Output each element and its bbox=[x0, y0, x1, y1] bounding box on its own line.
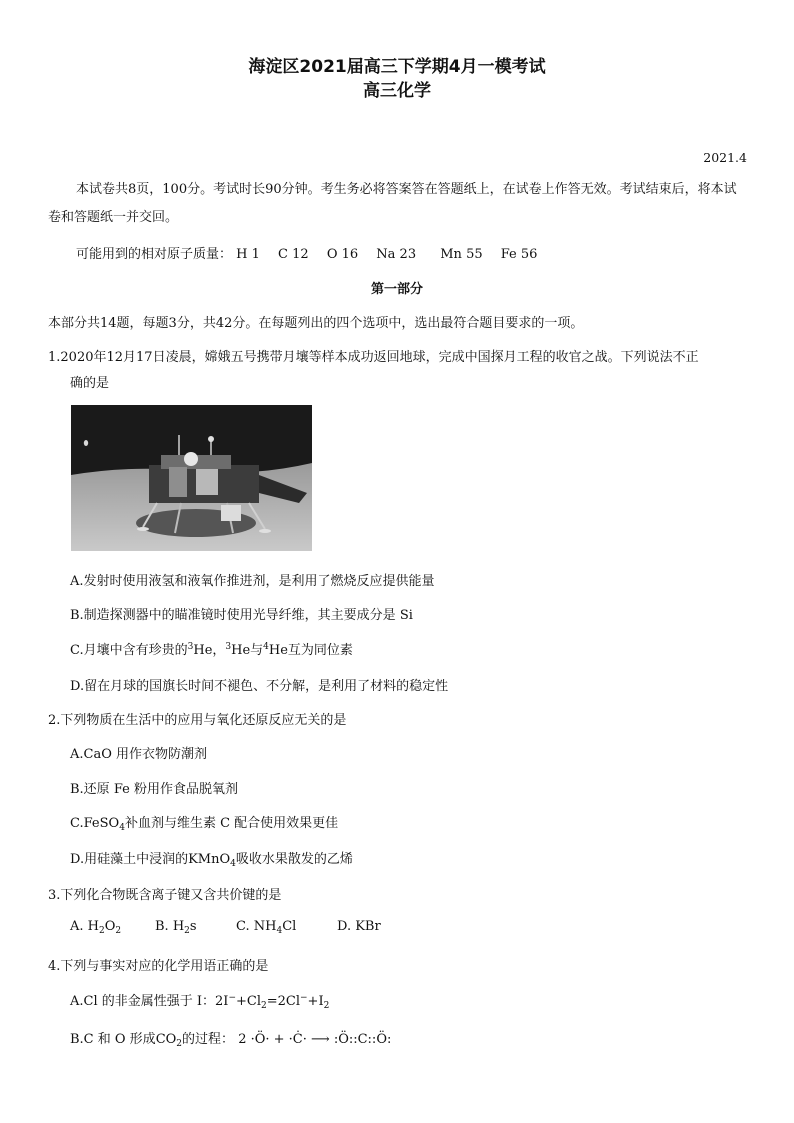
mass-o: O 16 bbox=[326, 247, 359, 262]
q1-option-b: B.制造探测器中的瞄准镜时使用光导纤维，其主要成分是 Si bbox=[70, 608, 413, 623]
q2-option-b: B.还原 Fe 粉用作食品脱氧剂 bbox=[70, 782, 238, 797]
q4-option-a: A.Cl 的非金属性强于 I：$2I^-+Cl_2=2Cl^-+I_2$ bbox=[70, 993, 330, 1011]
reaction-arrow: ⟶ bbox=[311, 1032, 330, 1047]
q4-stem: 4.下列与事实对应的化学用语正确的是 bbox=[48, 959, 269, 974]
q1-stem-line1: 1.2020年12月17日凌晨，嫦娥五号携带月壤等样本成功返回地球，完成中国探月工程的收官之战。下列说法不正 bbox=[48, 350, 699, 365]
q4-option-b: B.C 和 O 形成$CO_2$的过程： 2 ·Ö· + ·Ċ· ⟶ :Ö::C::Ö: bbox=[70, 1032, 392, 1049]
q2-option-c: C.FeSO$_4$补血剂与维生素 C 配合使用效果更佳 bbox=[70, 816, 339, 833]
intro-text: 本试卷共8页，100分。考试时长90分钟。考生务必将答案答在答题纸上，在试卷上作答无效。考试结束后，将本试卷和答题纸一并交回。 bbox=[48, 182, 737, 225]
exam-date: 2021.4 bbox=[703, 150, 747, 165]
mass-fe: Fe 56 bbox=[500, 247, 538, 262]
mass-c: C 12 bbox=[278, 247, 309, 262]
q3-option-a: A. $H_2O_2$ bbox=[70, 919, 122, 936]
q1-option-a: A.发射时使用液氢和液氧作推进剂，是利用了燃烧反应提供能量 bbox=[70, 574, 435, 589]
mass-h: H 1 bbox=[236, 247, 260, 262]
part1-heading: 第一部分 bbox=[370, 282, 423, 297]
atomic-masses-label: 可能用到的相对原子质量： bbox=[76, 247, 233, 262]
q3-option-b: B. $H_2s$ bbox=[155, 919, 197, 936]
q1-option-d: D.留在月球的国旗长时间不褪色、不分解，是利用了材料的稳定性 bbox=[70, 679, 449, 694]
lewis-equation-left: 2 ·Ö· + ·Ċ· bbox=[238, 1032, 307, 1047]
q1-stem-line2: 确的是 bbox=[70, 376, 110, 391]
q3-stem: 3.下列化合物既含离子键又含共价键的是 bbox=[48, 888, 282, 903]
lewis-equation-right: :Ö::C::Ö: bbox=[333, 1032, 392, 1047]
q2-option-a: A.CaO 用作衣物防潮剂 bbox=[70, 747, 208, 762]
q3-option-c: C. $NH_4Cl$ bbox=[236, 919, 297, 936]
atomic-masses bbox=[76, 243, 537, 262]
mass-na: Na 23 bbox=[376, 247, 417, 262]
mass-mn: Mn 55 bbox=[440, 247, 483, 262]
exam-title: 海淀区2021届高三下学期4月一模考试 bbox=[248, 57, 546, 77]
lunar-lander-photo bbox=[71, 405, 312, 551]
q2-option-d: D.用硅藻土中浸润的KMnO$_4$吸收水果散发的乙烯 bbox=[70, 852, 353, 869]
q1-option-c: C.月壤中含有珍贵的$^3$He，$^3$He与$^4$He互为同位素 bbox=[70, 642, 353, 658]
q2-stem: 2.下列物质在生活中的应用与氧化还原反应无关的是 bbox=[48, 713, 347, 728]
q3-option-d: D. KBr bbox=[337, 919, 381, 934]
exam-subtitle: 高三化学 bbox=[363, 81, 431, 101]
part1-instructions: 本部分共14题，每题3分，共42分。在每题列出的四个选项中，选出最符合题目要求的一项。 bbox=[48, 316, 584, 331]
